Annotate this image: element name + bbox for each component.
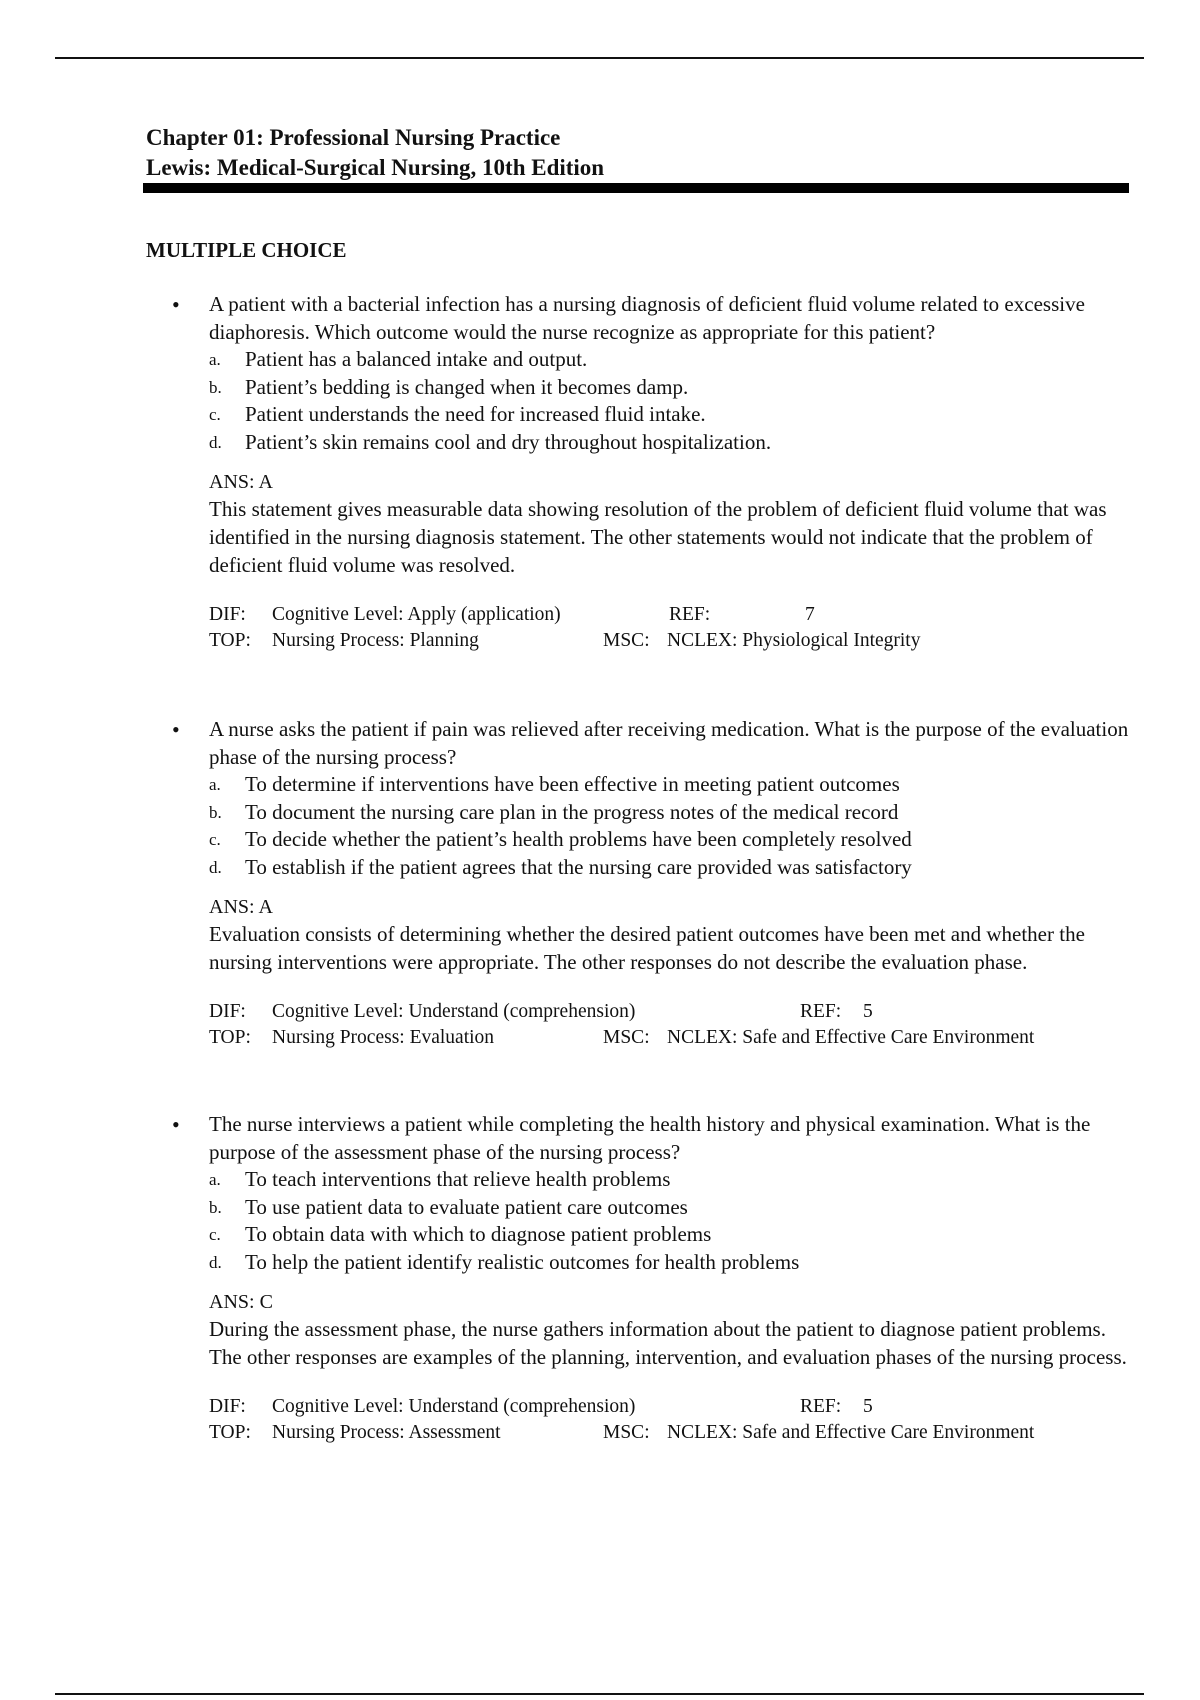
question-stem: The nurse interviews a patient while completing the health history and physical examination. What is the purpose of the assessment phase of the nursing process?	[209, 1112, 1091, 1164]
option-text: To use patient data to evaluate patient care outcomes	[245, 1194, 688, 1219]
ref-label: REF:	[800, 1395, 842, 1417]
answer-options	[209, 771, 1139, 881]
ref-label: REF:	[669, 603, 711, 625]
answer-options	[209, 346, 1139, 456]
option-c	[209, 826, 1139, 854]
book-title: Lewis: Medical-Surgical Nursing, 10th Edition	[146, 155, 605, 180]
option-text: To determine if interventions have been effective in meeting patient outcomes	[245, 772, 900, 796]
dif-value: Cognitive Level: Understand (comprehension)	[272, 1000, 636, 1022]
msc-label: MSC:	[603, 1026, 650, 1048]
section-heading: MULTIPLE CHOICE	[146, 238, 347, 262]
option-text: Patient understands the need for increased fluid intake.	[245, 402, 706, 427]
question-3	[172, 1111, 1139, 1446]
dif-value: Cognitive Level: Understand (comprehension)	[272, 1395, 636, 1417]
option-letter: d.	[209, 857, 222, 877]
question-metadata	[209, 602, 1139, 654]
msc-value: NCLEX: Safe and Effective Care Environment	[667, 1421, 1035, 1443]
option-d	[209, 1249, 1139, 1277]
option-d	[209, 854, 1139, 882]
ref-value: 5	[863, 1000, 873, 1022]
bullet-icon: •	[172, 717, 180, 742]
chapter-title: Chapter 01: Professional Nursing Practice	[146, 125, 561, 150]
option-d	[209, 429, 1139, 457]
option-c	[209, 1221, 1139, 1249]
option-text: To decide whether the patient’s health problems have been completely resolved	[245, 827, 912, 852]
bullet-icon: •	[172, 1112, 180, 1137]
option-b	[209, 799, 1139, 827]
dif-label: DIF:	[209, 1395, 246, 1417]
option-a	[209, 346, 1139, 374]
answer-key: ANS: A	[209, 896, 273, 919]
dif-value: Cognitive Level: Apply (application)	[272, 603, 561, 625]
top-label: TOP:	[209, 1421, 251, 1443]
option-letter: c.	[209, 405, 221, 425]
question-metadata	[209, 999, 1139, 1051]
option-letter: c.	[209, 830, 221, 850]
top-value: Nursing Process: Evaluation	[272, 1026, 495, 1048]
ref-value: 5	[863, 1395, 873, 1417]
ref-value: 7	[805, 603, 815, 625]
rationale: During the assessment phase, the nurse gathers information about the patient to diagnose patient problems. The other responses are examples of the planning, intervention, and evaluation phases of the nursing process.	[209, 1317, 1127, 1370]
option-text: To teach interventions that relieve health problems	[245, 1167, 671, 1191]
option-b	[209, 374, 1139, 402]
question-stem: A nurse asks the patient if pain was relieved after receiving medication. What is the purpose of the evaluation phase of the nursing process?	[209, 717, 1129, 769]
msc-value: NCLEX: Safe and Effective Care Environment	[667, 1026, 1035, 1048]
title-underline-bar	[143, 183, 1129, 193]
option-b	[209, 1194, 1139, 1222]
option-a	[209, 771, 1139, 799]
msc-value: NCLEX: Physiological Integrity	[667, 629, 921, 651]
top-value: Nursing Process: Planning	[272, 629, 479, 651]
option-text: To establish if the patient agrees that the nursing care provided was satisfactory	[245, 854, 912, 879]
option-letter: b.	[209, 1197, 222, 1217]
option-letter: b.	[209, 377, 222, 397]
option-text: To document the nursing care plan in the progress notes of the medical record	[245, 799, 899, 824]
question-stem: A patient with a bacterial infection has a nursing diagnosis of deficient fluid volume related to excessive diaphoresis. Which outcome would the nurse recognize as appropriate for this patient?	[209, 292, 1085, 344]
rationale: This statement gives measurable data showing resolution of the problem of deficient fluid volume that was identified in the nursing diagnosis statement. The other statements would not indicate that the problem of deficient fluid volume was resolved.	[209, 497, 1107, 577]
option-letter: d.	[209, 1252, 222, 1272]
option-letter: a.	[209, 350, 221, 369]
question-metadata	[209, 1394, 1139, 1446]
msc-label: MSC:	[603, 1421, 650, 1443]
option-text: Patient’s bedding is changed when it becomes damp.	[245, 374, 689, 399]
option-letter: b.	[209, 802, 222, 822]
top-label: TOP:	[209, 1026, 251, 1048]
option-text: To help the patient identify realistic outcomes for health problems	[245, 1249, 800, 1274]
top-value: Nursing Process: Assessment	[272, 1421, 501, 1443]
answer-block	[209, 469, 1139, 579]
bullet-icon: •	[172, 292, 180, 317]
option-letter: c.	[209, 1225, 221, 1245]
ref-label: REF:	[800, 1000, 842, 1022]
msc-label: MSC:	[603, 629, 650, 651]
answer-block	[209, 1289, 1139, 1372]
bottom-page-rule	[55, 1693, 1144, 1695]
option-c	[209, 401, 1139, 429]
top-page-rule	[55, 57, 1144, 59]
answer-key: ANS: C	[209, 1291, 273, 1314]
option-a	[209, 1166, 1139, 1194]
option-letter: a.	[209, 775, 221, 794]
option-text: Patient’s skin remains cool and dry throughout hospitalization.	[245, 429, 772, 454]
rationale: Evaluation consists of determining whether the desired patient outcomes have been met and whether the nursing interventions were appropriate. The other responses do not describe the evaluation phase.	[209, 922, 1085, 975]
answer-options	[209, 1166, 1139, 1276]
top-label: TOP:	[209, 629, 251, 651]
dif-label: DIF:	[209, 603, 246, 625]
question-2	[172, 716, 1139, 1051]
question-1	[172, 291, 1139, 654]
option-letter: d.	[209, 432, 222, 452]
option-letter: a.	[209, 1170, 221, 1189]
answer-key: ANS: A	[209, 471, 273, 494]
option-text: Patient has a balanced intake and output.	[245, 347, 588, 371]
option-text: To obtain data with which to diagnose patient problems	[245, 1222, 712, 1247]
document-header	[146, 123, 1131, 183]
dif-label: DIF:	[209, 1000, 246, 1022]
answer-block	[209, 894, 1139, 977]
